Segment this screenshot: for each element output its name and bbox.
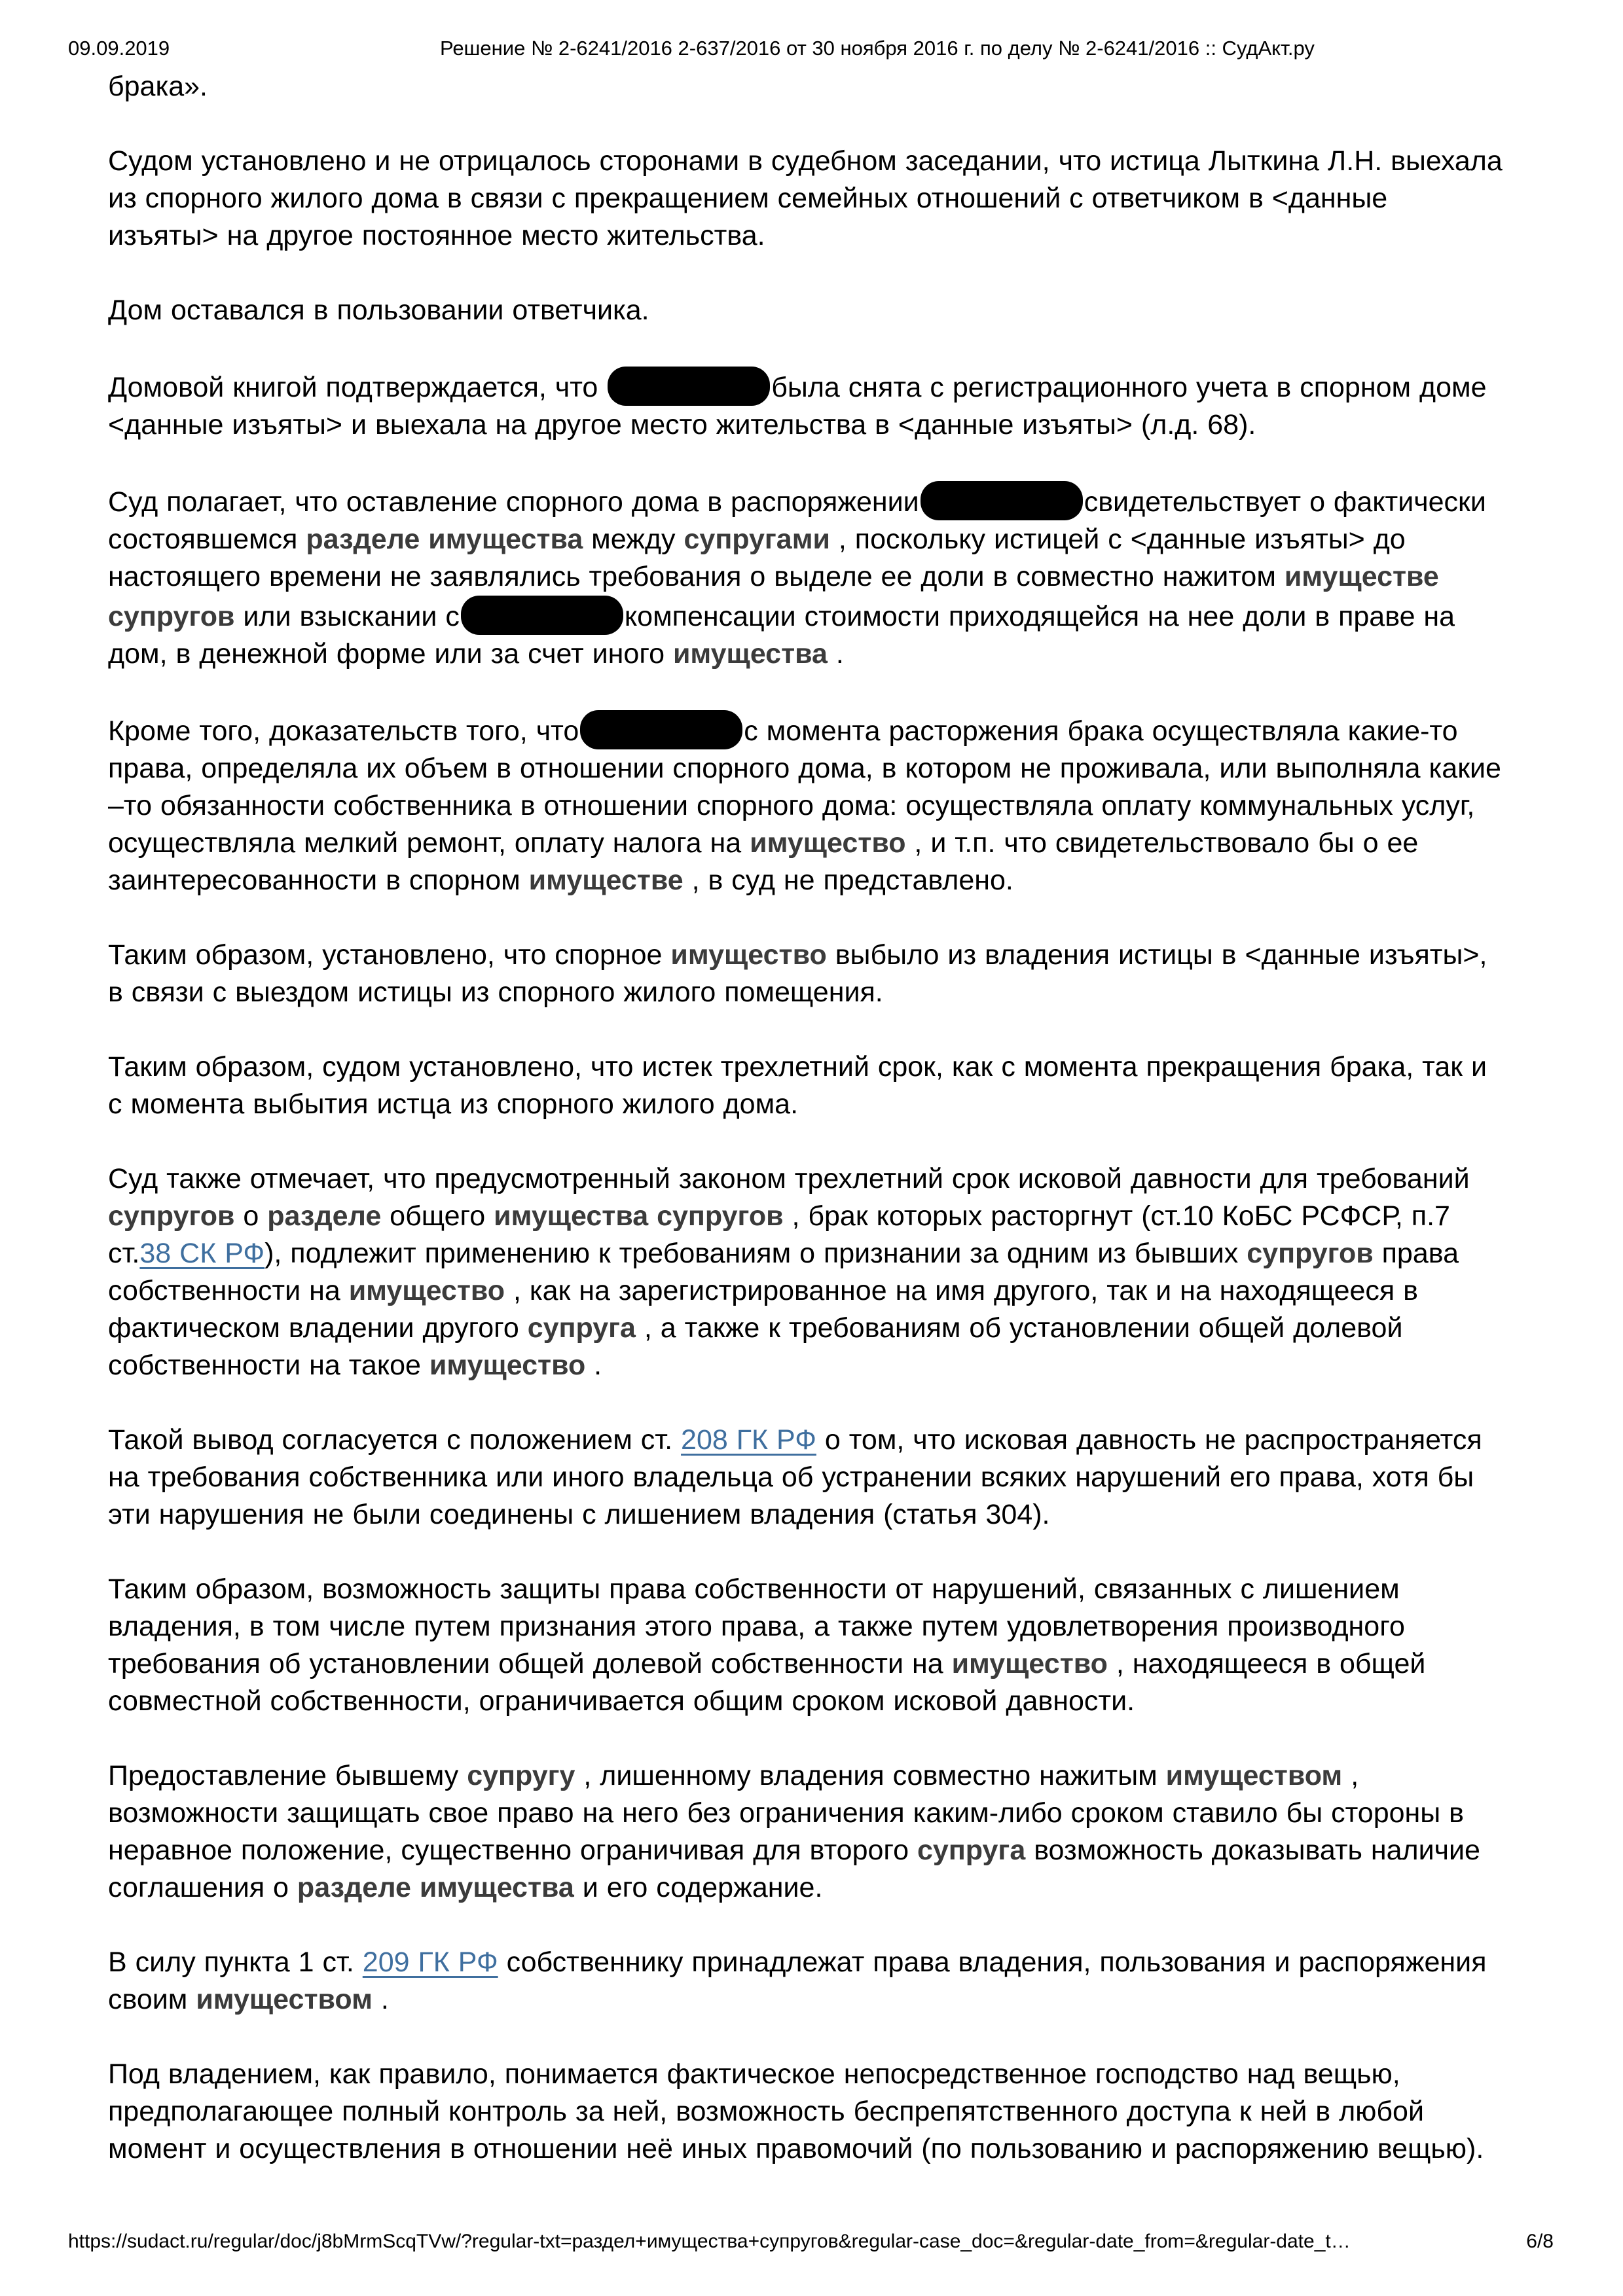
print-footer-url: https://sudact.ru/regular/doc/j8bMrmScqTVw/?regular-txt=раздел+имущества+супругов&regular-case_doc=&regular-date_from=&regular-date_t…: [68, 2231, 1351, 2252]
paragraph: [108, 1422, 1503, 1534]
highlighted-keyword: супругов: [1247, 1238, 1374, 1269]
text-run: В силу пункта 1 ст.: [108, 1946, 363, 1978]
redaction-box: [461, 596, 623, 635]
text-run: Домовой книгой подтверждается, что: [108, 372, 607, 403]
paragraph: [108, 481, 1503, 673]
text-run: собственнику принадлежат права владения, пользования и распоряжения своим: [108, 1946, 1487, 2015]
statute-link[interactable]: 208 ГК РФ: [681, 1424, 816, 1456]
page-number: 6/8: [1526, 2231, 1554, 2252]
highlighted-keyword: имущества: [672, 638, 828, 670]
text-run: о: [234, 1200, 268, 1232]
text-run: брака».: [108, 71, 208, 102]
highlighted-keyword: разделе имущества: [297, 1872, 574, 1903]
text-run: общего: [381, 1200, 494, 1232]
text-run: Таким образом, судом установлено, что истек трехлетний срок, как с момента прекращения брака, так и с момента выбытия истца из спорного жилого дома.: [108, 1051, 1487, 1120]
text-run: Такой вывод согласуется с положением ст.: [108, 1424, 682, 1456]
text-run: между: [583, 524, 684, 555]
text-run: Таким образом, установлено, что спорное: [108, 939, 671, 971]
paragraph: [108, 1571, 1503, 1720]
text-run: была снята с регистрационного учета в спорном доме <данные изъяты> и выехала на другое место жительства в <данные изъяты> (л.д. 68).: [108, 372, 1487, 440]
highlighted-keyword: супругу: [467, 1760, 575, 1791]
text-run: Суд также отмечает, что предусмотренный законом трехлетний срок исковой давности для требований: [108, 1163, 1470, 1194]
paragraph: [108, 367, 1503, 444]
text-run: Дом оставался в пользовании ответчика.: [108, 295, 649, 326]
redaction-box: [921, 481, 1083, 520]
text-run: Под владением, как правило, понимается фактическое непосредственное господство над вещью, предполагающее полный контроль за ней, возможность беспрепятственного доступа к ней в любой момент и осуществления в отношении неё иных правомочий (по пользованию и распоряжению вещью).: [108, 2058, 1484, 2164]
text-run: , и т.п. что свидетельствовало бы о ее заинтересованности в спорном: [108, 827, 1419, 896]
redaction-box: [580, 710, 742, 749]
highlighted-keyword: имущество: [951, 1648, 1108, 1679]
text-run: возможность доказывать наличие соглашения о: [108, 1835, 1480, 1903]
text-run: Предоставление бывшему: [108, 1760, 467, 1791]
highlighted-keyword: разделе: [267, 1200, 382, 1232]
highlighted-keyword: имуществом: [1165, 1760, 1343, 1791]
text-run: права собственности на: [108, 1238, 1459, 1306]
text-run: , в суд не представлено.: [683, 865, 1013, 896]
paragraph: [108, 1049, 1503, 1123]
text-run: с момента расторжения брака осуществляла какие-то права, определяла их объем в отношении спорного дома, в котором не проживала, или выполняла какие –то обязанности собственника в отношении спорного дома: осуществляла оплату коммунальных услуг, осуществляла мелкий ремонт, оплату налога на: [108, 715, 1501, 859]
document-body: [108, 68, 1503, 2205]
highlighted-keyword: супруга: [527, 1312, 636, 1344]
highlighted-keyword: имуществе: [528, 865, 684, 896]
text-run: .: [372, 1984, 389, 2015]
statute-link[interactable]: 209 ГК РФ: [362, 1946, 498, 1978]
text-run: Судом установлено и не отрицалось сторонами в судебном заседании, что истица Лыткина Л.Н. выехала из спорного жилого дома в связи с прекращением семейных отношений с ответчиком в <данные изъяты> на другое постоянное место жительства.: [108, 145, 1503, 251]
paragraph: [108, 143, 1503, 255]
paragraph: [108, 1757, 1503, 1907]
statute-link[interactable]: 38 СК РФ: [139, 1238, 265, 1269]
text-run: .: [585, 1350, 602, 1381]
text-run: , как на зарегистрированное на имя другого, так и на находящееся в фактическом владении другого: [108, 1275, 1419, 1344]
text-run: или взыскании с: [234, 601, 460, 632]
highlighted-keyword: супруга: [917, 1835, 1026, 1866]
highlighted-keyword: имуществом: [196, 1984, 373, 2015]
text-run: , возможности защищать свое право на него без ограничения каким-либо сроком ставило бы стороны в неравное положение, существенно ограничивая для второго: [108, 1760, 1464, 1866]
text-run: , брак которых расторгнут (ст.10 КоБС РСФСР, п.7 ст.: [108, 1200, 1450, 1269]
text-run: и его содержание.: [574, 1872, 823, 1903]
text-run: ), подлежит применению к требованиям о признании за одним из бывших: [264, 1238, 1247, 1269]
paragraph: [108, 937, 1503, 1011]
paragraph: [108, 292, 1503, 329]
highlighted-keyword: имущество: [750, 827, 906, 859]
text-run: , лишенному владения совместно нажитым: [575, 1760, 1166, 1791]
redaction-box: [608, 367, 770, 406]
print-header-title: Решение № 2-6241/2016 2-637/2016 от 30 ноября 2016 г. по делу № 2-6241/2016 :: СудАкт.ру: [440, 37, 1315, 60]
highlighted-keyword: имущество: [429, 1350, 586, 1381]
text-run: Суд полагает, что оставление спорного дома в распоряжении: [108, 486, 919, 518]
text-run: , а также к требованиям об установлении общей долевой собственности на такое: [108, 1312, 1403, 1381]
text-run: .: [827, 638, 844, 670]
highlighted-keyword: имущество: [670, 939, 827, 971]
paragraph: [108, 68, 1503, 105]
text-run: свидетельствует о фактически состоявшемся: [108, 486, 1486, 555]
text-run: , поскольку истицей с <данные изъяты> до настоящего времени не заявлялись требования о выделе ее доли в совместно нажитом: [108, 524, 1406, 592]
print-header-date: 09.09.2019: [68, 37, 170, 60]
highlighted-keyword: имущество: [348, 1275, 505, 1306]
paragraph: [108, 710, 1503, 899]
text-run: , находящееся в общей совместной собственности, ограничивается общим сроком исковой давности.: [108, 1648, 1426, 1717]
highlighted-keyword: супругов: [108, 1200, 235, 1232]
paragraph: [108, 1160, 1503, 1384]
paragraph: [108, 2056, 1503, 2168]
text-run: компенсации стоимости приходящейся на нее доли в праве на дом, в денежной форме или за счет иного: [108, 601, 1455, 670]
highlighted-keyword: разделе имущества: [306, 524, 583, 555]
highlighted-keyword: имущества супругов: [494, 1200, 784, 1232]
text-run: выбыло из владения истицы в <данные изъяты>, в связи с выездом истицы из спорного жилого помещения.: [108, 939, 1487, 1008]
text-run: о том, что исковая давность не распространяется на требования собственника или иного владельца об устранении всяких нарушений его права, хотя бы эти нарушения не были соединены с лишением владения (статья 304).: [108, 1424, 1482, 1530]
highlighted-keyword: супругами: [684, 524, 830, 555]
highlighted-keyword: имуществе супругов: [108, 561, 1439, 632]
text-run: Кроме того, доказательств того, что: [108, 715, 579, 747]
paragraph: [108, 1944, 1503, 2018]
text-run: Таким образом, возможность защиты права собственности от нарушений, связанных с лишением владения, в том числе путем признания этого права, а также путем удовлетворения производного требования об установлении общей долевой собственности на: [108, 1573, 1405, 1679]
